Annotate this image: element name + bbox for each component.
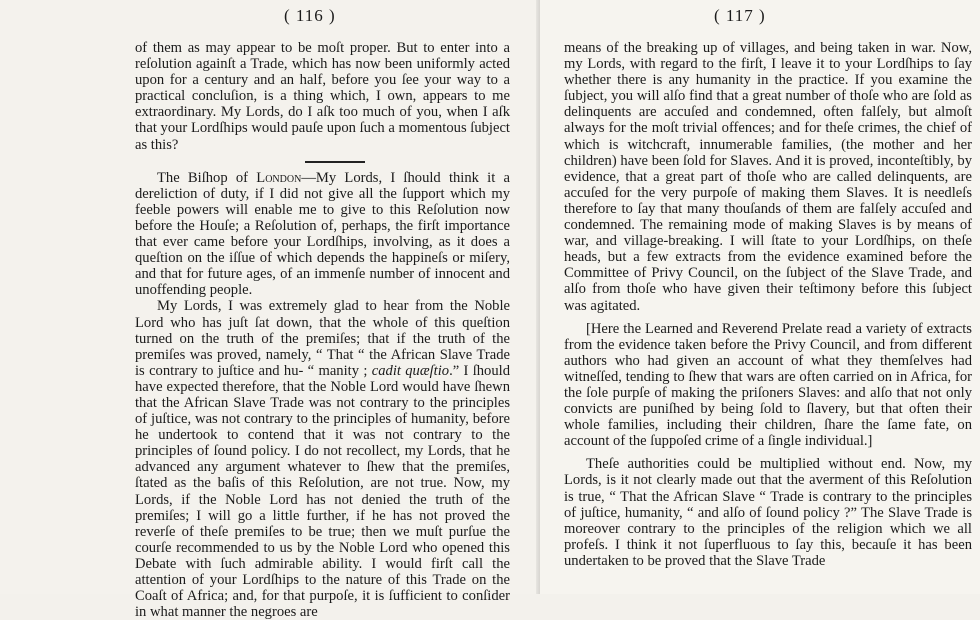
paragraph: Theſe authorities could be multiplied without end. Now, my Lords, is it not clearly made out that the averment of this Reſolution is true, “ That the African Slave “ Trade is contrary to the principles of juſtice, humanity, “ and alſo of ſound policy ?” The Slave Trade is moreover contrary to the principles of the religion which we all profeſs. I think it not ſuperfluous to ſay this, becauſe it has been undertaken to be proved that the Slave Trade: [564, 456, 972, 569]
speaker-name: London: [256, 169, 302, 186]
page-number: ( 117 ): [714, 6, 766, 25]
right-page: [540, 0, 980, 594]
speaker-prefix: The Biſhop of: [157, 169, 257, 186]
page-number: ( 116 ): [284, 6, 336, 25]
paragraph: of them as may appear to be moſt proper. But to enter into a reſolution againſt a Trade, which has now been uniformly acted upon for a century and an half, before you ſee your way to a practical concluſion, is a thing which, I own, appears to me extraordinary. My Lords, do I aſk too much of you, when I aſk that your Lordſhips would pauſe upon ſuch a momentous ſubject as this?: [135, 40, 510, 153]
paragraph: means of the breaking up of villages, and being taken in war. Now, my Lords, with regard to the firſt, I leave it to your Lordſhips to ſay whether there is any humanity in the practice. If you examine the ſubject, you will alſo find that a great number of thoſe who are ſold as delinquents are accuſed and condemned, often falſely, but almoſt always for the moſt trivial offences; and for theſe crimes, the chief of which is witchcraft, innumerable families, (the mother and her children) have been ſold for Slaves. And it is proved, inconteſtibly, by evidence, that a great part of thoſe who are called delinquents, are accuſed for the very purpoſe of making them Slaves. It is needleſs therefore to ſay that many thouſands of them are falſely accuſed and condemned. The remaining mode of making Slaves is by means of war, and village-breaking. I will ſtate to your Lordſhips, on theſe heads, but a few extracts from the evidence examined before the Committee of Privy Council, on the ſubject of the Slave Trade, and alſo from thoſe who have given their teſtimony before this ſubject was agitated.: [564, 40, 972, 314]
paragraph-text: .” I ſhould have expected therefore, that the Noble Lord would have ſhewn that the African Slave Trade was not contrary to the principles of juſtice, was not contrary to the principles of humanity, before he undertook to contend that it was not contrary to the principles of ſound policy. I do not recollect, my Lords, that he advanced any argument whatever to ſhew that the premiſes, ſtated as the baſis of this Reſolution, are not true. Now, my Lords, if the Noble Lord has not denied the truth of the premiſes; I will go a little further, if he has not proved the reverſe of theſe premiſes to be true; then we muſt purſue the courſe recommended to us by the Noble Lord who opened this Debate with ſuch admirable ability. I would firſt call the attention of your Lordſhips to the nature of this Trade on the Coaſt of Africa; and, for that purpoſe, it is ſufficient to conſider in what manner the negroes are: [135, 362, 511, 620]
paragraph: [135, 298, 510, 620]
paragraph-text: My Lords, I was extremely glad to hear from the Noble Lord who has juſt ſat down, that the whole of this queſtion turned on the truth of the premiſes; that if the truth of the premiſes was proved, namely, “ That “ the African Slave Trade is contrary to juſtice and hu- “ manity ;: [135, 298, 510, 379]
section-divider: [305, 161, 365, 163]
text-column: [564, 40, 972, 569]
latin-phrase: cadit quæſtio: [371, 362, 450, 379]
text-column: [135, 40, 510, 620]
speaker-paragraph: [135, 170, 510, 299]
speaker-text: —My Lords, I ſhould think it a dereliction of duty, if I did not give all the ſupport which my feeble powers will enable me to give to this Reſolution now before the Houſe; a Reſolution of, perhaps, the firſt importance that ever came before your Lordſhips, involving, as it does a queſtion on the iſſue of which depends the happineſs or miſery, and that for future ages, of an immenſe number of innocent and unoffending people.: [135, 169, 510, 299]
bracketed-paragraph: [Here the Learned and Reverend Prelate read a variety of extracts from the evidence taken before the Privy Council, and from different authors who had given an account of what they themſelves had witneſſed, tending to ſhew that wars are often carried on in Africa, for the ſole purpſe of making the priſoners Slaves: and alſo that not only convicts are puniſhed by being ſold to ſlavery, but that often their whole families, including their children, ſhare the ſame fate, on account of the ſuppoſed crime of a ſingle individual.]: [564, 320, 972, 450]
